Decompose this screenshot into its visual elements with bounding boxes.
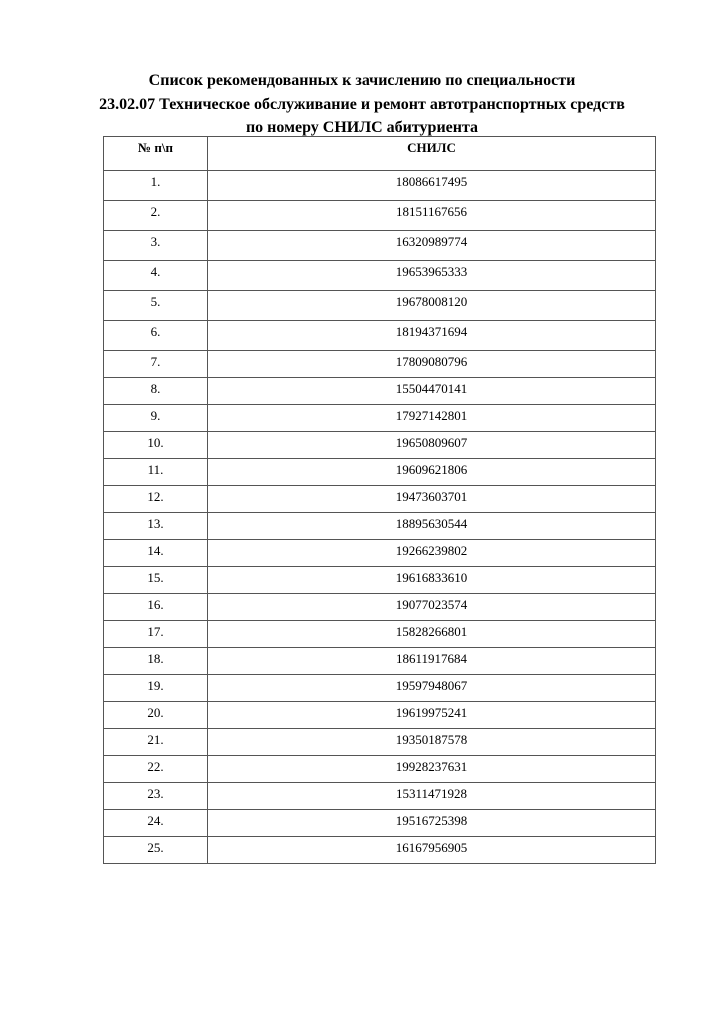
title-line-1: Список рекомендованных к зачислению по специальности: [148, 72, 576, 89]
row-number: 17.: [104, 621, 208, 648]
table-row: [104, 261, 656, 291]
row-number: 5.: [104, 291, 208, 321]
row-snils: 19609621806: [208, 459, 656, 486]
table-row: [104, 675, 656, 702]
table-row: [104, 486, 656, 513]
row-number: 24.: [104, 810, 208, 837]
table-row: [104, 648, 656, 675]
table-row: [104, 171, 656, 201]
row-number: 16.: [104, 594, 208, 621]
row-snils: 19077023574: [208, 594, 656, 621]
row-snils: 19619975241: [208, 702, 656, 729]
title-line-3: по номеру СНИЛС абитуриента: [245, 119, 479, 136]
table-row: [104, 459, 656, 486]
row-number: 22.: [104, 756, 208, 783]
table-row: [104, 621, 656, 648]
row-number: 8.: [104, 378, 208, 405]
table-row: [104, 351, 656, 378]
row-snils: 19678008120: [208, 291, 656, 321]
table-row: [104, 378, 656, 405]
row-number: 6.: [104, 321, 208, 351]
row-number: 15.: [104, 567, 208, 594]
row-snils: 15311471928: [208, 783, 656, 810]
row-snils: 19928237631: [208, 756, 656, 783]
row-snils: 17809080796: [208, 351, 656, 378]
row-snils: 17927142801: [208, 405, 656, 432]
table-row: [104, 783, 656, 810]
table-row: [104, 594, 656, 621]
row-number: 23.: [104, 783, 208, 810]
header-number: № п\п: [104, 137, 208, 171]
row-number: 21.: [104, 729, 208, 756]
row-number: 13.: [104, 513, 208, 540]
snils-table: [103, 136, 656, 864]
table-row: [104, 321, 656, 351]
row-number: 9.: [104, 405, 208, 432]
row-number: 12.: [104, 486, 208, 513]
row-number: 14.: [104, 540, 208, 567]
row-number: 1.: [104, 171, 208, 201]
row-snils: 18086617495: [208, 171, 656, 201]
row-snils: 18611917684: [208, 648, 656, 675]
row-number: 19.: [104, 675, 208, 702]
row-snils: 19650809607: [208, 432, 656, 459]
table-row: [104, 201, 656, 231]
row-number: 18.: [104, 648, 208, 675]
title-line-2: 23.02.07 Техническое обслуживание и ремонт автотранспортных средств: [99, 95, 625, 113]
row-snils: 16320989774: [208, 231, 656, 261]
row-snils: 15828266801: [208, 621, 656, 648]
row-number: 10.: [104, 432, 208, 459]
row-number: 2.: [104, 201, 208, 231]
table-row: [104, 837, 656, 864]
table-row: [104, 231, 656, 261]
row-number: 11.: [104, 459, 208, 486]
table-row: [104, 540, 656, 567]
table-body: [104, 171, 656, 864]
row-snils: 15504470141: [208, 378, 656, 405]
row-snils: 19473603701: [208, 486, 656, 513]
row-snils: 19350187578: [208, 729, 656, 756]
row-snils: 19266239802: [208, 540, 656, 567]
row-number: 25.: [104, 837, 208, 864]
table-row: [104, 405, 656, 432]
row-snils: 19653965333: [208, 261, 656, 291]
row-snils: 18895630544: [208, 513, 656, 540]
row-snils: 16167956905: [208, 837, 656, 864]
table-header-row: [104, 137, 656, 171]
table-row: [104, 432, 656, 459]
row-snils: 18151167656: [208, 201, 656, 231]
row-number: 20.: [104, 702, 208, 729]
table-row: [104, 810, 656, 837]
table-row: [104, 291, 656, 321]
row-snils: 18194371694: [208, 321, 656, 351]
row-number: 7.: [104, 351, 208, 378]
table-row: [104, 729, 656, 756]
table-row: [104, 702, 656, 729]
row-number: 4.: [104, 261, 208, 291]
row-snils: 19516725398: [208, 810, 656, 837]
header-snils: СНИЛС: [208, 137, 656, 171]
document-title: [0, 69, 724, 140]
table-row: [104, 756, 656, 783]
row-snils: 19597948067: [208, 675, 656, 702]
table-row: [104, 513, 656, 540]
row-number: 3.: [104, 231, 208, 261]
row-snils: 19616833610: [208, 567, 656, 594]
table-row: [104, 567, 656, 594]
